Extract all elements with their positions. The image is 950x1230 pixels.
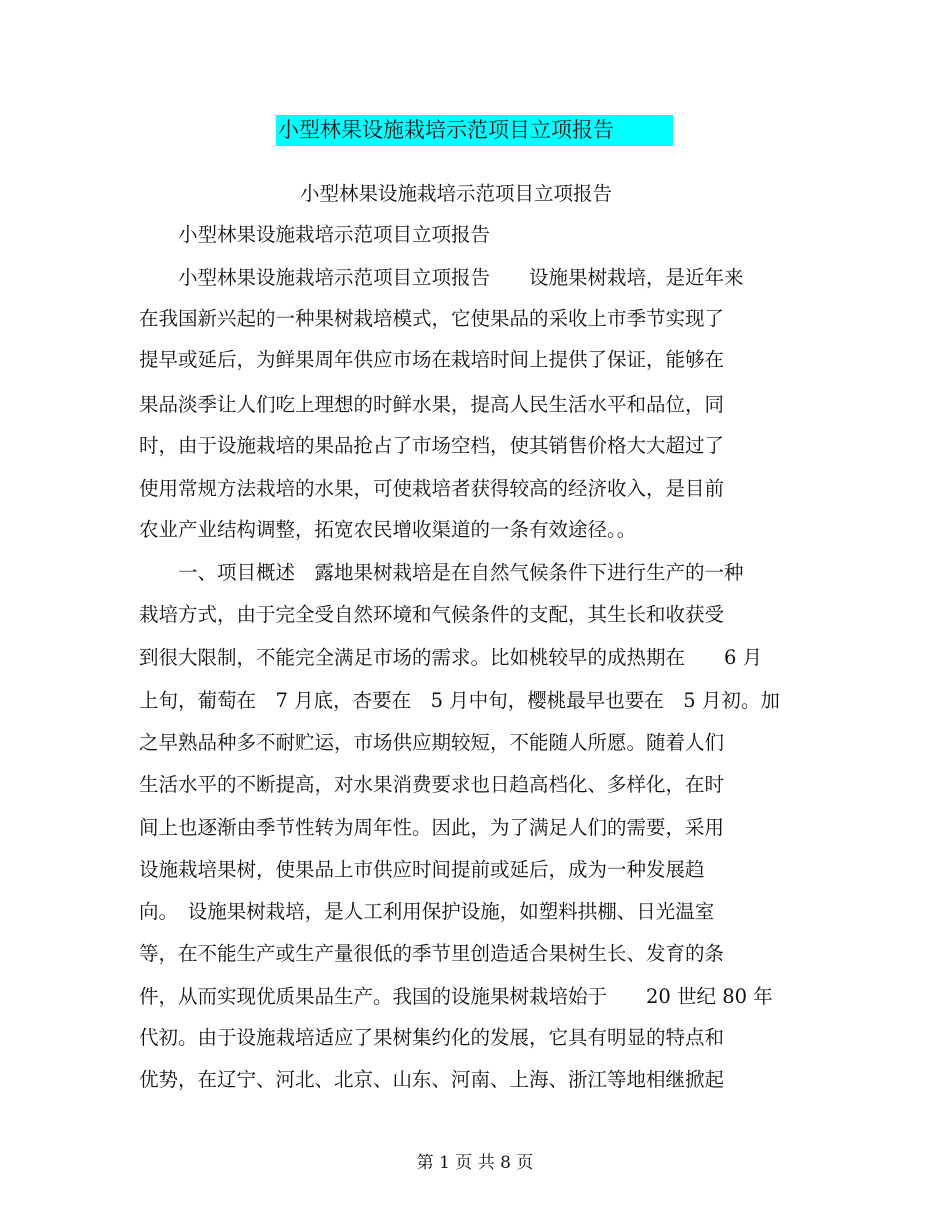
paragraph-line: 农业产业结构调整，拓宽农民增收渠道的一条有效途径。。 <box>139 518 637 541</box>
highlighted-title: 小型林果设施栽培示范项目立项报告 <box>276 115 673 146</box>
paragraph-line: 生活水平的不断提高，对水果消费要求也日趋高档化、多样化，在时 <box>139 773 725 796</box>
paragraph-line: 一、项目概述 露地果树栽培是在自然气候条件下进行生产的一种 <box>139 561 744 584</box>
document-subtitle: 小型林果设施栽培示范项目立项报告 <box>300 182 613 205</box>
paragraph-line: 到很大限制，不能完全满足市场的需求。比如桃较早的成热期在 6 月 <box>139 646 763 669</box>
paragraph-line: 果品淡季让人们吃上理想的时鲜水果，提高人民生活水平和品位，同 <box>139 393 725 416</box>
paragraph-line: 等，在不能生产或生产量很低的季节里创造适合果树生长、发育的条 <box>139 942 725 965</box>
paragraph-line: 件，从而实现优质果品生产。我国的设施果树栽培始于 20 世纪 80 年 <box>139 985 773 1008</box>
paragraph-line: 设施栽培果树，使果品上市供应时间提前或延后，成为一种发展趋 <box>139 858 705 881</box>
paragraph-line: 使用常规方法栽培的水果，可使栽培者获得较高的经济收入，是目前 <box>139 477 725 500</box>
paragraph-line: 提早或延后，为鲜果周年供应市场在栽培时间上提供了保证，能够在 <box>139 348 725 371</box>
paragraph-line: 代初。由于设施栽培适应了果树集约化的发展，它具有明显的特点和 <box>139 1026 725 1049</box>
paragraph-line: 小型林果设施栽培示范项目立项报告 设施果树栽培，是近年来 <box>139 266 744 289</box>
paragraph-line: 向。 设施果树栽培，是人工利用保护设施，如塑料拱棚、日光温室 <box>139 900 715 923</box>
paragraph-line: 时，由于设施栽培的果品抢占了市场空档，使其销售价格大大超过了 <box>139 434 725 457</box>
paragraph-line: 栽培方式，由于完全受自然环境和气候条件的支配，其生长和收获受 <box>139 603 725 626</box>
paragraph-line: 优势，在辽宁、河北、北京、山东、河南、上海、浙江等地相继掀起 <box>139 1068 725 1091</box>
paragraph-line: 在我国新兴起的一种果树栽培模式，它使果品的采收上市季节实现了 <box>139 307 725 330</box>
paragraph-line: 之早熟品种多不耐贮运，市场供应期较短，不能随人所愿。随着人们 <box>139 731 725 754</box>
paragraph-line: 上旬，葡萄在 7 月底，杏要在 5 月中旬，樱桃最早也要在 5 月初。加 <box>139 689 780 712</box>
paragraph-line: 间上也逐渐由季节性转为周年性。因此，为了满足人们的需要，采用 <box>139 816 725 839</box>
page-footer: 第 1 页 共 8 页 <box>416 1153 534 1173</box>
paragraph-line: 小型林果设施栽培示范项目立项报告 <box>139 223 491 246</box>
